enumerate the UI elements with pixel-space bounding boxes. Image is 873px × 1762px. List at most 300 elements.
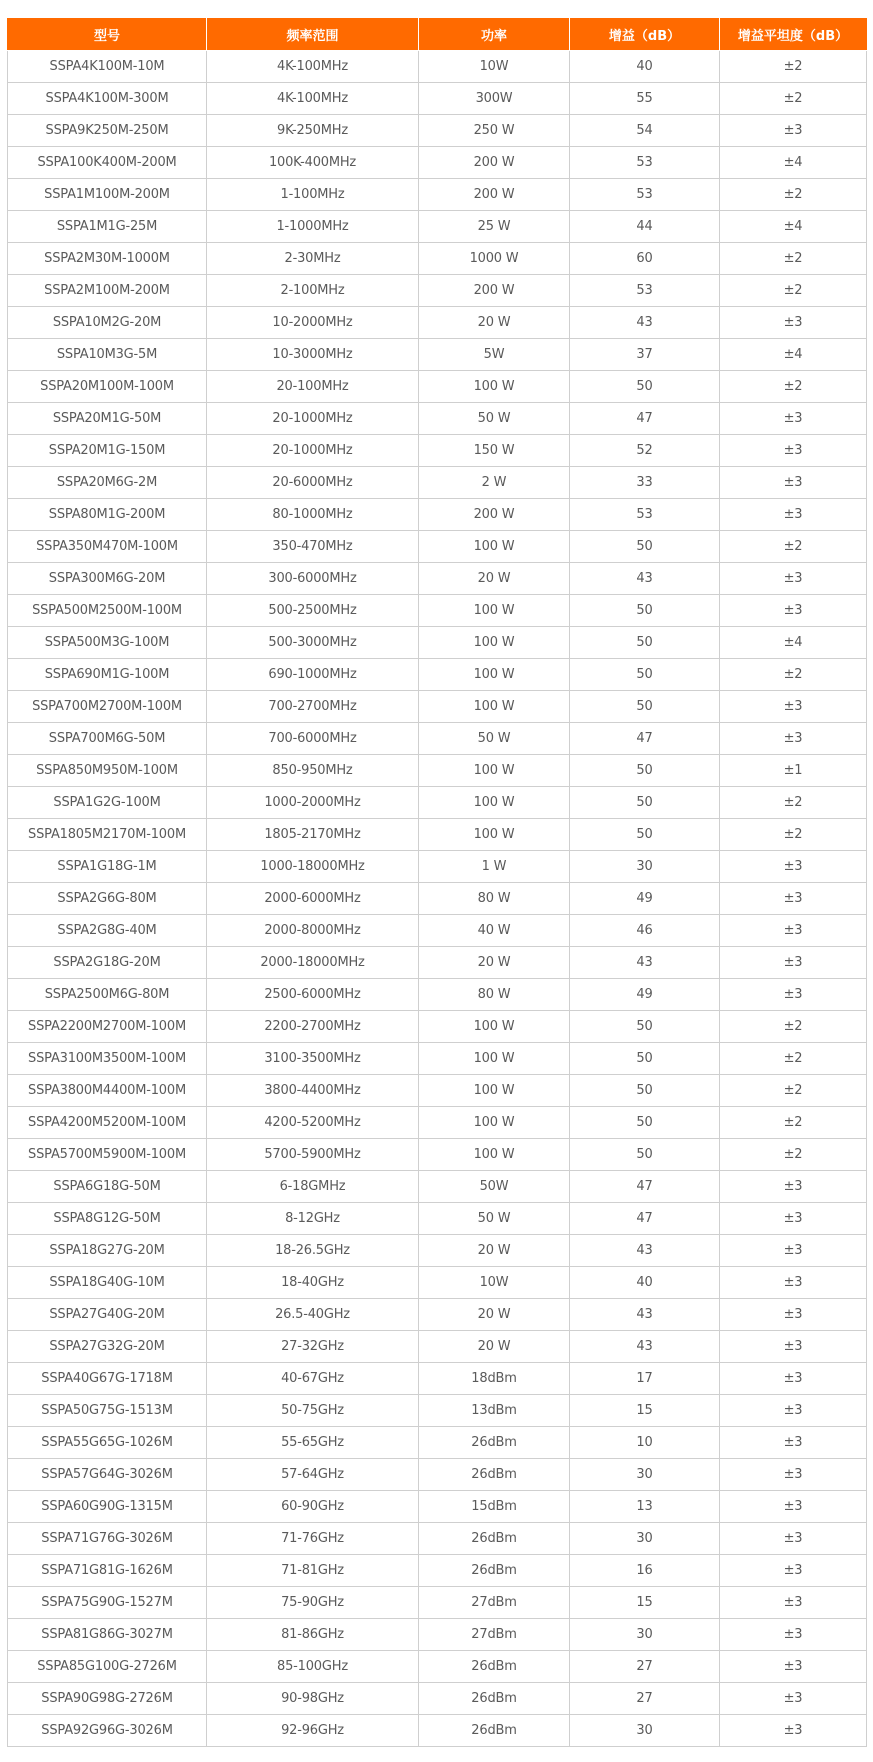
cell-model: SSPA57G64G-3026M (8, 1459, 207, 1491)
cell-gain-flatness: ±3 (720, 1171, 867, 1203)
table-row (8, 435, 867, 467)
cell-model: SSPA690M1G-100M (8, 659, 207, 691)
cell-model: SSPA18G27G-20M (8, 1235, 207, 1267)
cell-gain: 17 (570, 1363, 720, 1395)
header-model: 型号 (8, 19, 207, 51)
cell-gain: 53 (570, 499, 720, 531)
cell-power: 20 W (419, 307, 570, 339)
header-power: 功率 (419, 19, 570, 51)
cell-gain-flatness: ±3 (720, 1459, 867, 1491)
table-row (8, 531, 867, 563)
table-row (8, 83, 867, 115)
cell-gain: 47 (570, 1171, 720, 1203)
cell-gain: 13 (570, 1491, 720, 1523)
cell-gain: 53 (570, 147, 720, 179)
cell-gain-flatness: ±3 (720, 1619, 867, 1651)
cell-frequency-range: 3100-3500MHz (207, 1043, 419, 1075)
cell-model: SSPA75G90G-1527M (8, 1587, 207, 1619)
table-row (8, 1555, 867, 1587)
cell-model: SSPA60G90G-1315M (8, 1491, 207, 1523)
cell-frequency-range: 4K-100MHz (207, 51, 419, 83)
cell-gain-flatness: ±2 (720, 371, 867, 403)
cell-gain: 30 (570, 1619, 720, 1651)
cell-model: SSPA20M100M-100M (8, 371, 207, 403)
cell-gain-flatness: ±2 (720, 787, 867, 819)
cell-power: 20 W (419, 1331, 570, 1363)
cell-gain: 30 (570, 1459, 720, 1491)
cell-model: SSPA55G65G-1026M (8, 1427, 207, 1459)
cell-model: SSPA2G8G-40M (8, 915, 207, 947)
cell-gain-flatness: ±4 (720, 211, 867, 243)
cell-frequency-range: 57-64GHz (207, 1459, 419, 1491)
cell-gain-flatness: ±3 (720, 1299, 867, 1331)
cell-gain: 15 (570, 1395, 720, 1427)
table-row (8, 1619, 867, 1651)
cell-model: SSPA10M2G-20M (8, 307, 207, 339)
cell-model: SSPA10M3G-5M (8, 339, 207, 371)
table-row (8, 691, 867, 723)
table-row (8, 147, 867, 179)
cell-gain: 43 (570, 1331, 720, 1363)
cell-model: SSPA71G81G-1626M (8, 1555, 207, 1587)
cell-power: 20 W (419, 947, 570, 979)
cell-power: 250 W (419, 115, 570, 147)
cell-power: 5W (419, 339, 570, 371)
cell-gain-flatness: ±3 (720, 499, 867, 531)
cell-gain-flatness: ±2 (720, 275, 867, 307)
cell-model: SSPA2G6G-80M (8, 883, 207, 915)
cell-power: 150 W (419, 435, 570, 467)
cell-model: SSPA2M30M-1000M (8, 243, 207, 275)
cell-gain-flatness: ±2 (720, 1011, 867, 1043)
cell-model: SSPA500M2500M-100M (8, 595, 207, 627)
cell-frequency-range: 92-96GHz (207, 1715, 419, 1747)
cell-model: SSPA2200M2700M-100M (8, 1011, 207, 1043)
cell-power: 10W (419, 51, 570, 83)
cell-model: SSPA8G12G-50M (8, 1203, 207, 1235)
table-row (8, 915, 867, 947)
cell-power: 100 W (419, 691, 570, 723)
table-row (8, 1395, 867, 1427)
cell-frequency-range: 18-40GHz (207, 1267, 419, 1299)
cell-power: 100 W (419, 595, 570, 627)
cell-power: 200 W (419, 179, 570, 211)
cell-power: 80 W (419, 979, 570, 1011)
cell-frequency-range: 100K-400MHz (207, 147, 419, 179)
cell-gain-flatness: ±2 (720, 659, 867, 691)
cell-frequency-range: 85-100GHz (207, 1651, 419, 1683)
cell-model: SSPA3100M3500M-100M (8, 1043, 207, 1075)
cell-frequency-range: 2500-6000MHz (207, 979, 419, 1011)
cell-model: SSPA5700M5900M-100M (8, 1139, 207, 1171)
cell-frequency-range: 350-470MHz (207, 531, 419, 563)
cell-gain: 30 (570, 1523, 720, 1555)
table-row (8, 1523, 867, 1555)
cell-gain: 47 (570, 723, 720, 755)
cell-model: SSPA2G18G-20M (8, 947, 207, 979)
cell-gain: 47 (570, 403, 720, 435)
cell-gain: 30 (570, 851, 720, 883)
cell-power: 13dBm (419, 1395, 570, 1427)
table-row (8, 787, 867, 819)
cell-power: 26dBm (419, 1715, 570, 1747)
cell-gain-flatness: ±3 (720, 403, 867, 435)
table-row (8, 851, 867, 883)
cell-gain-flatness: ±3 (720, 307, 867, 339)
cell-gain-flatness: ±3 (720, 1491, 867, 1523)
cell-frequency-range: 2-30MHz (207, 243, 419, 275)
cell-power: 20 W (419, 1235, 570, 1267)
cell-model: SSPA4K100M-300M (8, 83, 207, 115)
cell-gain-flatness: ±3 (720, 883, 867, 915)
cell-gain: 33 (570, 467, 720, 499)
table-row (8, 211, 867, 243)
cell-power: 27dBm (419, 1587, 570, 1619)
table-row (8, 1427, 867, 1459)
cell-power: 300W (419, 83, 570, 115)
cell-gain-flatness: ±3 (720, 723, 867, 755)
cell-power: 18dBm (419, 1363, 570, 1395)
cell-power: 1 W (419, 851, 570, 883)
cell-gain-flatness: ±4 (720, 147, 867, 179)
cell-power: 27dBm (419, 1619, 570, 1651)
table-row (8, 1715, 867, 1747)
cell-gain: 55 (570, 83, 720, 115)
cell-model: SSPA700M2700M-100M (8, 691, 207, 723)
cell-power: 15dBm (419, 1491, 570, 1523)
cell-model: SSPA20M1G-50M (8, 403, 207, 435)
cell-gain-flatness: ±3 (720, 1331, 867, 1363)
cell-gain-flatness: ±4 (720, 339, 867, 371)
cell-power: 26dBm (419, 1459, 570, 1491)
cell-frequency-range: 26.5-40GHz (207, 1299, 419, 1331)
cell-model: SSPA3800M4400M-100M (8, 1075, 207, 1107)
cell-gain-flatness: ±3 (720, 979, 867, 1011)
cell-frequency-range: 80-1000MHz (207, 499, 419, 531)
table-row (8, 595, 867, 627)
cell-power: 100 W (419, 1043, 570, 1075)
table-row (8, 243, 867, 275)
cell-frequency-range: 1805-2170MHz (207, 819, 419, 851)
cell-power: 100 W (419, 787, 570, 819)
table-row (8, 275, 867, 307)
cell-frequency-range: 850-950MHz (207, 755, 419, 787)
cell-frequency-range: 2000-18000MHz (207, 947, 419, 979)
cell-gain: 44 (570, 211, 720, 243)
table-row (8, 563, 867, 595)
cell-power: 26dBm (419, 1427, 570, 1459)
cell-frequency-range: 55-65GHz (207, 1427, 419, 1459)
cell-gain: 50 (570, 819, 720, 851)
cell-frequency-range: 2-100MHz (207, 275, 419, 307)
cell-gain: 27 (570, 1651, 720, 1683)
cell-model: SSPA85G100G-2726M (8, 1651, 207, 1683)
header-frequency-range: 频率范围 (207, 19, 419, 51)
cell-model: SSPA1M1G-25M (8, 211, 207, 243)
cell-model: SSPA1805M2170M-100M (8, 819, 207, 851)
cell-model: SSPA1M100M-200M (8, 179, 207, 211)
cell-frequency-range: 90-98GHz (207, 1683, 419, 1715)
cell-power: 100 W (419, 371, 570, 403)
cell-gain-flatness: ±2 (720, 819, 867, 851)
cell-gain: 50 (570, 1011, 720, 1043)
table-row (8, 467, 867, 499)
cell-model: SSPA2500M6G-80M (8, 979, 207, 1011)
cell-power: 200 W (419, 275, 570, 307)
cell-power: 25 W (419, 211, 570, 243)
table-row (8, 755, 867, 787)
cell-power: 50W (419, 1171, 570, 1203)
cell-power: 200 W (419, 147, 570, 179)
cell-frequency-range: 6-18GMHz (207, 1171, 419, 1203)
table-row (8, 979, 867, 1011)
cell-frequency-range: 71-76GHz (207, 1523, 419, 1555)
cell-gain-flatness: ±3 (720, 1235, 867, 1267)
cell-gain: 37 (570, 339, 720, 371)
cell-gain-flatness: ±3 (720, 1427, 867, 1459)
cell-gain-flatness: ±2 (720, 179, 867, 211)
cell-power: 100 W (419, 755, 570, 787)
cell-frequency-range: 10-3000MHz (207, 339, 419, 371)
cell-gain-flatness: ±2 (720, 51, 867, 83)
cell-model: SSPA27G32G-20M (8, 1331, 207, 1363)
cell-frequency-range: 700-2700MHz (207, 691, 419, 723)
cell-frequency-range: 700-6000MHz (207, 723, 419, 755)
cell-power: 2 W (419, 467, 570, 499)
cell-gain: 50 (570, 595, 720, 627)
cell-frequency-range: 5700-5900MHz (207, 1139, 419, 1171)
cell-model: SSPA300M6G-20M (8, 563, 207, 595)
cell-model: SSPA90G98G-2726M (8, 1683, 207, 1715)
cell-power: 50 W (419, 1203, 570, 1235)
table-row (8, 723, 867, 755)
header-gain-flatness: 增益平坦度（dB） (720, 19, 867, 51)
cell-frequency-range: 500-3000MHz (207, 627, 419, 659)
cell-gain: 50 (570, 531, 720, 563)
cell-gain-flatness: ±3 (720, 435, 867, 467)
cell-model: SSPA350M470M-100M (8, 531, 207, 563)
cell-gain: 43 (570, 307, 720, 339)
cell-power: 100 W (419, 1011, 570, 1043)
table-row (8, 819, 867, 851)
cell-power: 20 W (419, 563, 570, 595)
cell-frequency-range: 60-90GHz (207, 1491, 419, 1523)
cell-gain-flatness: ±3 (720, 851, 867, 883)
cell-frequency-range: 300-6000MHz (207, 563, 419, 595)
table-row (8, 403, 867, 435)
cell-model: SSPA20M6G-2M (8, 467, 207, 499)
cell-frequency-range: 50-75GHz (207, 1395, 419, 1427)
cell-gain: 10 (570, 1427, 720, 1459)
amplifier-spec-table (7, 18, 867, 1747)
table-row (8, 1587, 867, 1619)
cell-frequency-range: 4200-5200MHz (207, 1107, 419, 1139)
cell-model: SSPA40G67G-1718M (8, 1363, 207, 1395)
cell-model: SSPA20M1G-150M (8, 435, 207, 467)
cell-frequency-range: 9K-250MHz (207, 115, 419, 147)
cell-power: 100 W (419, 1107, 570, 1139)
cell-frequency-range: 27-32GHz (207, 1331, 419, 1363)
cell-gain-flatness: ±2 (720, 1043, 867, 1075)
cell-gain-flatness: ±3 (720, 691, 867, 723)
table-row (8, 627, 867, 659)
cell-power: 100 W (419, 819, 570, 851)
cell-power: 26dBm (419, 1651, 570, 1683)
cell-frequency-range: 20-1000MHz (207, 403, 419, 435)
cell-model: SSPA700M6G-50M (8, 723, 207, 755)
cell-frequency-range: 75-90GHz (207, 1587, 419, 1619)
cell-power: 26dBm (419, 1683, 570, 1715)
cell-power: 26dBm (419, 1523, 570, 1555)
cell-gain-flatness: ±2 (720, 1075, 867, 1107)
cell-gain: 52 (570, 435, 720, 467)
table-row (8, 307, 867, 339)
cell-frequency-range: 40-67GHz (207, 1363, 419, 1395)
cell-frequency-range: 8-12GHz (207, 1203, 419, 1235)
cell-frequency-range: 20-1000MHz (207, 435, 419, 467)
cell-gain: 50 (570, 659, 720, 691)
cell-gain-flatness: ±3 (720, 595, 867, 627)
cell-power: 26dBm (419, 1555, 570, 1587)
cell-gain: 50 (570, 691, 720, 723)
cell-frequency-range: 20-6000MHz (207, 467, 419, 499)
table-row (8, 1331, 867, 1363)
table-row (8, 1235, 867, 1267)
cell-power: 20 W (419, 1299, 570, 1331)
cell-gain-flatness: ±3 (720, 1395, 867, 1427)
cell-gain-flatness: ±2 (720, 83, 867, 115)
cell-gain: 50 (570, 1043, 720, 1075)
cell-gain: 50 (570, 371, 720, 403)
table-row (8, 51, 867, 83)
cell-power: 100 W (419, 659, 570, 691)
cell-model: SSPA27G40G-20M (8, 1299, 207, 1331)
cell-model: SSPA71G76G-3026M (8, 1523, 207, 1555)
cell-model: SSPA92G96G-3026M (8, 1715, 207, 1747)
cell-gain-flatness: ±2 (720, 531, 867, 563)
cell-frequency-range: 690-1000MHz (207, 659, 419, 691)
cell-gain-flatness: ±3 (720, 1683, 867, 1715)
cell-model: SSPA6G18G-50M (8, 1171, 207, 1203)
cell-gain: 16 (570, 1555, 720, 1587)
cell-gain-flatness: ±3 (720, 467, 867, 499)
cell-gain-flatness: ±4 (720, 627, 867, 659)
cell-model: SSPA50G75G-1513M (8, 1395, 207, 1427)
cell-frequency-range: 2000-6000MHz (207, 883, 419, 915)
table-row (8, 499, 867, 531)
cell-gain: 53 (570, 275, 720, 307)
header-row (8, 19, 867, 51)
cell-gain-flatness: ±3 (720, 1555, 867, 1587)
cell-gain-flatness: ±3 (720, 1523, 867, 1555)
cell-gain-flatness: ±3 (720, 1267, 867, 1299)
cell-gain-flatness: ±3 (720, 1587, 867, 1619)
table-body (8, 51, 867, 1747)
table-row (8, 947, 867, 979)
table-row (8, 371, 867, 403)
cell-frequency-range: 1-100MHz (207, 179, 419, 211)
table-row (8, 1651, 867, 1683)
table-row (8, 1363, 867, 1395)
cell-gain: 46 (570, 915, 720, 947)
cell-frequency-range: 20-100MHz (207, 371, 419, 403)
table-row (8, 1267, 867, 1299)
table-row (8, 339, 867, 371)
cell-power: 100 W (419, 627, 570, 659)
cell-model: SSPA4K100M-10M (8, 51, 207, 83)
cell-model: SSPA1G2G-100M (8, 787, 207, 819)
cell-gain-flatness: ±3 (720, 947, 867, 979)
table-row (8, 1107, 867, 1139)
cell-gain: 43 (570, 563, 720, 595)
cell-gain: 50 (570, 1075, 720, 1107)
cell-gain: 49 (570, 883, 720, 915)
table-row (8, 1075, 867, 1107)
cell-power: 50 W (419, 403, 570, 435)
cell-frequency-range: 1000-2000MHz (207, 787, 419, 819)
cell-power: 100 W (419, 1139, 570, 1171)
cell-frequency-range: 1-1000MHz (207, 211, 419, 243)
table-row (8, 1683, 867, 1715)
cell-gain: 15 (570, 1587, 720, 1619)
spec-table-container (7, 18, 866, 1747)
cell-power: 1000 W (419, 243, 570, 275)
cell-gain-flatness: ±3 (720, 1203, 867, 1235)
cell-power: 40 W (419, 915, 570, 947)
cell-model: SSPA18G40G-10M (8, 1267, 207, 1299)
cell-gain: 40 (570, 51, 720, 83)
cell-frequency-range: 2000-8000MHz (207, 915, 419, 947)
table-row (8, 1171, 867, 1203)
cell-gain: 40 (570, 1267, 720, 1299)
cell-frequency-range: 4K-100MHz (207, 83, 419, 115)
cell-gain-flatness: ±3 (720, 1363, 867, 1395)
cell-gain: 54 (570, 115, 720, 147)
cell-gain: 43 (570, 1299, 720, 1331)
cell-gain: 50 (570, 787, 720, 819)
cell-gain: 50 (570, 627, 720, 659)
cell-power: 10W (419, 1267, 570, 1299)
cell-gain-flatness: ±2 (720, 1139, 867, 1171)
cell-gain: 50 (570, 755, 720, 787)
table-row (8, 883, 867, 915)
cell-model: SSPA2M100M-200M (8, 275, 207, 307)
cell-gain-flatness: ±2 (720, 243, 867, 275)
cell-gain-flatness: ±3 (720, 1715, 867, 1747)
cell-model: SSPA100K400M-200M (8, 147, 207, 179)
cell-frequency-range: 2200-2700MHz (207, 1011, 419, 1043)
header-gain: 增益（dB） (570, 19, 720, 51)
cell-power: 100 W (419, 531, 570, 563)
cell-model: SSPA4200M5200M-100M (8, 1107, 207, 1139)
cell-gain: 53 (570, 179, 720, 211)
table-row (8, 115, 867, 147)
cell-gain-flatness: ±3 (720, 563, 867, 595)
cell-model: SSPA9K250M-250M (8, 115, 207, 147)
cell-gain-flatness: ±3 (720, 115, 867, 147)
table-row (8, 1459, 867, 1491)
cell-power: 80 W (419, 883, 570, 915)
cell-gain: 47 (570, 1203, 720, 1235)
table-row (8, 1299, 867, 1331)
cell-power: 200 W (419, 499, 570, 531)
cell-gain-flatness: ±3 (720, 1651, 867, 1683)
cell-gain-flatness: ±1 (720, 755, 867, 787)
cell-gain: 27 (570, 1683, 720, 1715)
cell-model: SSPA1G18G-1M (8, 851, 207, 883)
table-row (8, 1203, 867, 1235)
table-row (8, 1491, 867, 1523)
